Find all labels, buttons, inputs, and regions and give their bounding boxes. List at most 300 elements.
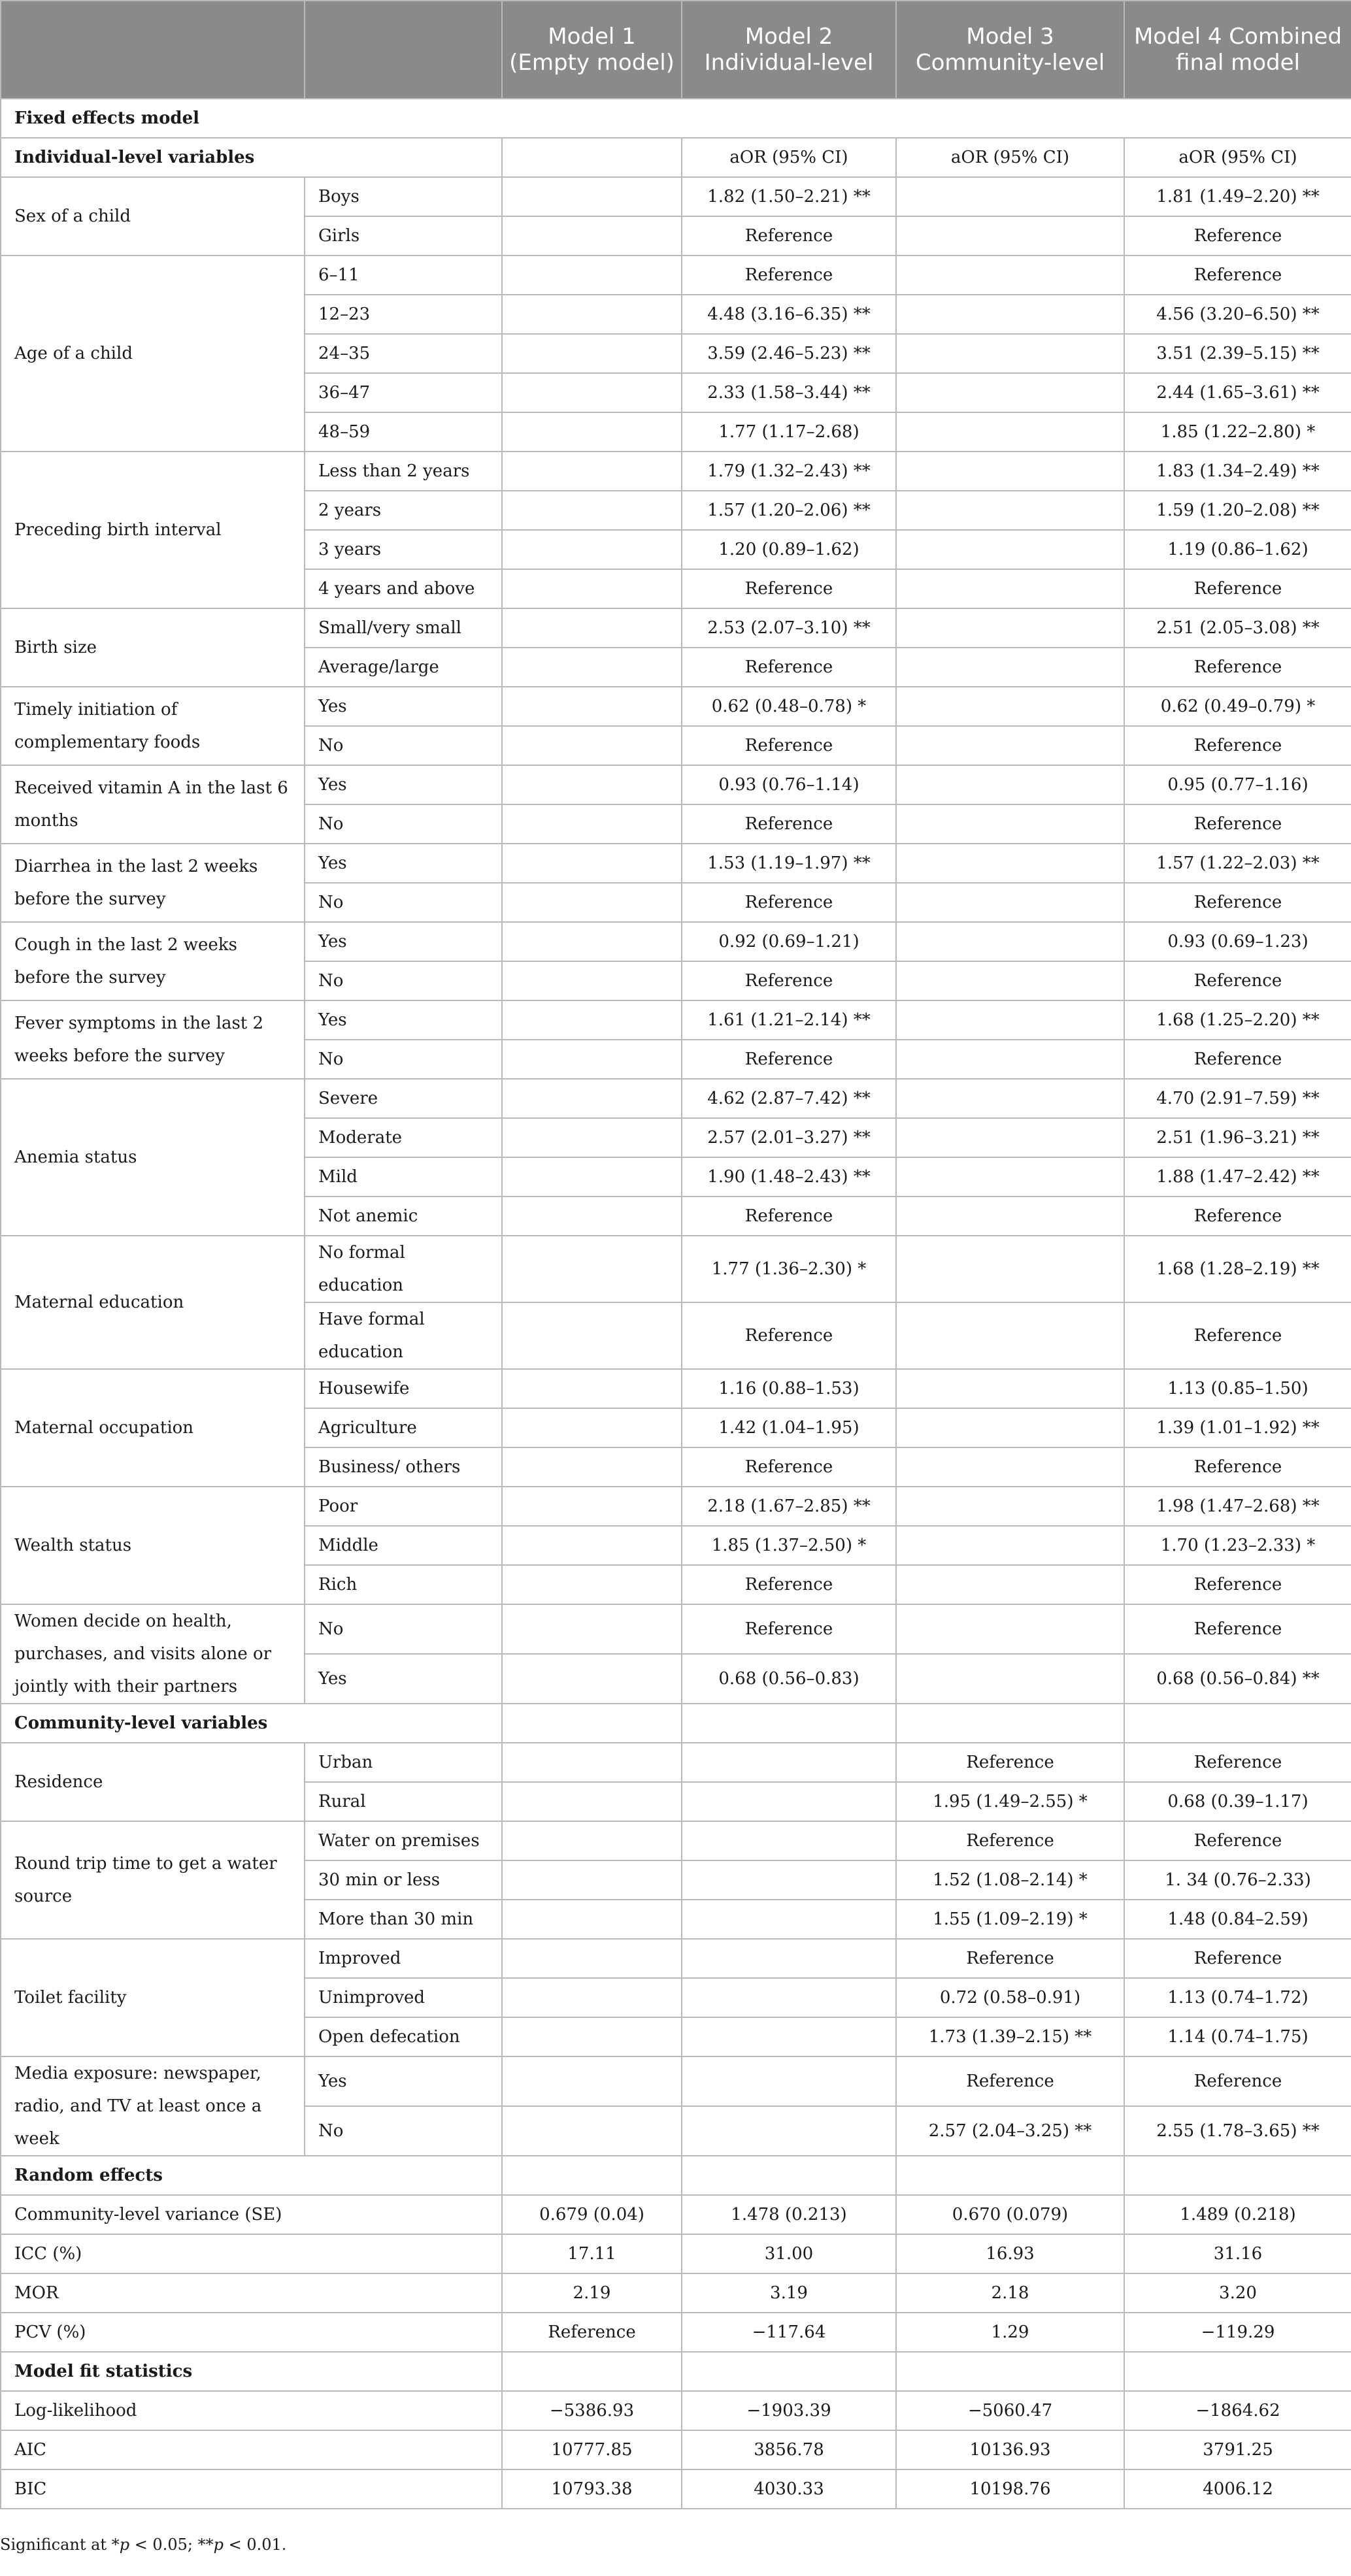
- model4-value: 1.13 (0.74–1.72): [1124, 1978, 1351, 2017]
- model4-value: Reference: [1124, 2056, 1351, 2106]
- model2-value: 1.85 (1.37–2.50) *: [682, 1526, 896, 1565]
- model1-value: [502, 1408, 682, 1447]
- variable-name: Maternal education: [1, 1236, 305, 1369]
- model3-value: [896, 687, 1124, 726]
- model2-value: 1.79 (1.32–2.43) **: [682, 452, 896, 491]
- category-level: 3 years: [305, 530, 502, 569]
- model4-value: 0.68 (0.39–1.17): [1124, 1782, 1351, 1821]
- model3-value: 1.52 (1.08–2.14) *: [896, 1860, 1124, 1900]
- model4-value: 0.68 (0.56–0.84) **: [1124, 1654, 1351, 1704]
- category-level: Rural: [305, 1782, 502, 1821]
- category-level: 30 min or less: [305, 1860, 502, 1900]
- model1-value: [502, 530, 682, 569]
- category-level: Improved: [305, 1939, 502, 1978]
- model1-value: [502, 1860, 682, 1900]
- header-row: [1, 1, 1351, 99]
- model2-value: Reference: [682, 1604, 896, 1654]
- section-row: [1, 99, 1351, 138]
- model3-value: 10136.93: [896, 2430, 1124, 2469]
- model4-value: 1.85 (1.22–2.80) *: [1124, 412, 1351, 452]
- variable-name: Sex of a child: [1, 177, 305, 256]
- model4-value: Reference: [1124, 804, 1351, 844]
- model3-value: [896, 256, 1124, 295]
- category-level: Urban: [305, 1743, 502, 1782]
- section-row: [1, 138, 1351, 177]
- section-empty-cell: [1124, 1704, 1351, 1743]
- model4-value: 1.489 (0.218): [1124, 2195, 1351, 2234]
- model3-value: [896, 452, 1124, 491]
- category-level: No: [305, 2106, 502, 2156]
- model2-value: 1.478 (0.213): [682, 2195, 896, 2234]
- model1-value: [502, 961, 682, 1000]
- category-level: 12–23: [305, 295, 502, 334]
- section-empty-cell: [1124, 2352, 1351, 2391]
- model1-value: [502, 726, 682, 765]
- section-title: Individual-level variables: [1, 138, 502, 177]
- model3-value: Reference: [896, 1743, 1124, 1782]
- model1-value: [502, 608, 682, 648]
- category-level: No: [305, 1040, 502, 1079]
- model3-value: 0.670 (0.079): [896, 2195, 1124, 2234]
- table-row: [1, 2056, 1351, 2106]
- category-level: Poor: [305, 1487, 502, 1526]
- model4-value: 1.88 (1.47–2.42) **: [1124, 1157, 1351, 1197]
- model2-value: [682, 1978, 896, 2017]
- model4-value: Reference: [1124, 1743, 1351, 1782]
- category-level: Boys: [305, 177, 502, 216]
- model3-value: [896, 530, 1124, 569]
- aor-column-label: [502, 138, 682, 177]
- model3-value: 1.95 (1.49–2.55) *: [896, 1782, 1124, 1821]
- stat-row: [1, 2430, 1351, 2469]
- category-level: Small/very small: [305, 608, 502, 648]
- model4-value: Reference: [1124, 1197, 1351, 1236]
- category-level: Severe: [305, 1079, 502, 1118]
- table-row: [1, 687, 1351, 726]
- model1-value: [502, 216, 682, 256]
- model2-value: [682, 1782, 896, 1821]
- model1-value: [502, 412, 682, 452]
- section-empty-cell: [502, 1704, 682, 1743]
- model2-value: Reference: [682, 256, 896, 295]
- category-level: Yes: [305, 687, 502, 726]
- table-row: [1, 844, 1351, 883]
- model1-value: [502, 687, 682, 726]
- model3-value: [896, 373, 1124, 412]
- model3-value: [896, 765, 1124, 804]
- section-title: Model fit statistics: [1, 2352, 502, 2391]
- category-level: 2 years: [305, 491, 502, 530]
- footnote: [0, 2535, 286, 2554]
- stat-row: [1, 2234, 1351, 2273]
- model2-value: 2.53 (2.07–3.10) **: [682, 608, 896, 648]
- section-empty-cell: [502, 2352, 682, 2391]
- model4-value: 1.19 (0.86–1.62): [1124, 530, 1351, 569]
- model4-value: 1.39 (1.01–1.92) **: [1124, 1408, 1351, 1447]
- model3-value: 1.29: [896, 2313, 1124, 2352]
- model1-value: 2.19: [502, 2273, 682, 2313]
- model4-value: Reference: [1124, 1604, 1351, 1654]
- category-level: Middle: [305, 1526, 502, 1565]
- model1-value: [502, 2017, 682, 2056]
- model4-value: 1.68 (1.25–2.20) **: [1124, 1000, 1351, 1040]
- model2-value: 2.18 (1.67–2.85) **: [682, 1487, 896, 1526]
- model1-value: −5386.93: [502, 2391, 682, 2430]
- stat-label: PCV (%): [1, 2313, 502, 2352]
- model3-value: [896, 1526, 1124, 1565]
- model4-value: Reference: [1124, 726, 1351, 765]
- section-row: [1, 2156, 1351, 2195]
- model4-value: 1.98 (1.47–2.68) **: [1124, 1487, 1351, 1526]
- model2-value: Reference: [682, 883, 896, 922]
- category-level: Yes: [305, 922, 502, 961]
- model4-value: 3791.25: [1124, 2430, 1351, 2469]
- model1-value: [502, 844, 682, 883]
- model2-value: 2.33 (1.58–3.44) **: [682, 373, 896, 412]
- model2-value: Reference: [682, 726, 896, 765]
- stat-label: Community-level variance (SE): [1, 2195, 502, 2234]
- model4-value: 2.55 (1.78–3.65) **: [1124, 2106, 1351, 2156]
- model3-value: [896, 295, 1124, 334]
- header-cell-model3: Model 3 Community-level: [896, 1, 1124, 99]
- stat-row: [1, 2273, 1351, 2313]
- model1-value: [502, 1743, 682, 1782]
- model2-value: 1.82 (1.50–2.21) **: [682, 177, 896, 216]
- model3-value: [896, 491, 1124, 530]
- section-empty-cell: [682, 1704, 896, 1743]
- model2-value: 1.20 (0.89–1.62): [682, 530, 896, 569]
- model4-value: 4.70 (2.91–7.59) **: [1124, 1079, 1351, 1118]
- model4-value: 1.81 (1.49–2.20) **: [1124, 177, 1351, 216]
- table-body: [1, 99, 1351, 2509]
- model1-value: Reference: [502, 2313, 682, 2352]
- model4-value: 3.20: [1124, 2273, 1351, 2313]
- model2-value: Reference: [682, 1040, 896, 1079]
- model2-value: [682, 2017, 896, 2056]
- section-title: Random effects: [1, 2156, 502, 2195]
- aor-column-label: aOR (95% CI): [682, 138, 896, 177]
- section-empty-cell: [682, 2156, 896, 2195]
- model2-value: 2.57 (2.01–3.27) **: [682, 1118, 896, 1157]
- category-level: Girls: [305, 216, 502, 256]
- model1-value: [502, 569, 682, 608]
- table-row: [1, 1079, 1351, 1118]
- model4-value: 1.68 (1.28–2.19) **: [1124, 1236, 1351, 1302]
- model2-value: 3.59 (2.46–5.23) **: [682, 334, 896, 373]
- model3-value: [896, 569, 1124, 608]
- category-level: No: [305, 726, 502, 765]
- table-row: [1, 765, 1351, 804]
- category-level: Business/ others: [305, 1447, 502, 1487]
- model1-value: [502, 1939, 682, 1978]
- model2-value: Reference: [682, 1447, 896, 1487]
- table-row: [1, 1369, 1351, 1408]
- model1-value: [502, 256, 682, 295]
- model3-value: 0.72 (0.58–0.91): [896, 1978, 1124, 2017]
- model3-value: [896, 608, 1124, 648]
- model4-value: Reference: [1124, 1565, 1351, 1604]
- model1-value: [502, 1157, 682, 1197]
- table-row: [1, 1939, 1351, 1978]
- model4-value: 0.95 (0.77–1.16): [1124, 765, 1351, 804]
- model3-value: [896, 216, 1124, 256]
- model3-value: Reference: [896, 1939, 1124, 1978]
- variable-name: Fever symptoms in the last 2 weeks before the survey: [1, 1000, 305, 1079]
- model1-value: 10793.38: [502, 2469, 682, 2509]
- variable-name: Timely initiation of complementary foods: [1, 687, 305, 765]
- table-row: [1, 1236, 1351, 1302]
- model2-value: 31.00: [682, 2234, 896, 2273]
- header-cell-model4: Model 4 Combined final model: [1124, 1, 1351, 99]
- model4-value: 3.51 (2.39–5.15) **: [1124, 334, 1351, 373]
- category-level: Moderate: [305, 1118, 502, 1157]
- model2-value: −117.64: [682, 2313, 896, 2352]
- model3-value: Reference: [896, 1821, 1124, 1860]
- model1-value: 10777.85: [502, 2430, 682, 2469]
- section-title: Fixed effects model: [1, 99, 1351, 138]
- model3-value: [896, 1236, 1124, 1302]
- stat-row: [1, 2391, 1351, 2430]
- model3-value: [896, 1408, 1124, 1447]
- model1-value: [502, 177, 682, 216]
- model3-value: [896, 412, 1124, 452]
- variable-name: Birth size: [1, 608, 305, 687]
- model3-value: −5060.47: [896, 2391, 1124, 2430]
- model3-value: [896, 726, 1124, 765]
- model1-value: [502, 922, 682, 961]
- model3-value: [896, 1654, 1124, 1704]
- section-row: [1, 2352, 1351, 2391]
- table-row: [1, 256, 1351, 295]
- category-level: 24–35: [305, 334, 502, 373]
- model4-value: 1. 34 (0.76–2.33): [1124, 1860, 1351, 1900]
- model2-value: [682, 2056, 896, 2106]
- table-row: [1, 1000, 1351, 1040]
- model2-value: 1.77 (1.17–2.68): [682, 412, 896, 452]
- model2-value: 0.92 (0.69–1.21): [682, 922, 896, 961]
- model1-value: [502, 491, 682, 530]
- model1-value: [502, 1118, 682, 1157]
- model3-value: [896, 1040, 1124, 1079]
- footnote-p1: p: [119, 2535, 130, 2554]
- category-level: No: [305, 961, 502, 1000]
- variable-name: Age of a child: [1, 256, 305, 452]
- footnote-suffix: < 0.01.: [223, 2535, 287, 2554]
- model3-value: [896, 1565, 1124, 1604]
- section-row: [1, 1704, 1351, 1743]
- model2-value: 1.90 (1.48–2.43) **: [682, 1157, 896, 1197]
- variable-name: Received vitamin A in the last 6 months: [1, 765, 305, 844]
- model4-value: 1.83 (1.34–2.49) **: [1124, 452, 1351, 491]
- stat-row: [1, 2195, 1351, 2234]
- model2-value: [682, 1821, 896, 1860]
- model3-value: [896, 883, 1124, 922]
- category-level: No: [305, 883, 502, 922]
- stat-label: AIC: [1, 2430, 502, 2469]
- model4-value: 2.44 (1.65–3.61) **: [1124, 373, 1351, 412]
- model2-value: Reference: [682, 804, 896, 844]
- model3-value: [896, 177, 1124, 216]
- model3-value: [896, 1447, 1124, 1487]
- model3-value: Reference: [896, 2056, 1124, 2106]
- model2-value: Reference: [682, 1565, 896, 1604]
- stat-row: [1, 2313, 1351, 2352]
- model1-value: [502, 1978, 682, 2017]
- section-title: Community-level variables: [1, 1704, 502, 1743]
- model4-value: Reference: [1124, 256, 1351, 295]
- section-empty-cell: [896, 2352, 1124, 2391]
- model4-value: 2.51 (1.96–3.21) **: [1124, 1118, 1351, 1157]
- category-level: Yes: [305, 2056, 502, 2106]
- model3-value: 1.73 (1.39–2.15) **: [896, 2017, 1124, 2056]
- header-cell-model1: Model 1 (Empty model): [502, 1, 682, 99]
- table-row: [1, 1821, 1351, 1860]
- model1-value: [502, 1040, 682, 1079]
- category-level: No formal education: [305, 1236, 502, 1302]
- category-level: Mild: [305, 1157, 502, 1197]
- model2-value: 4.48 (3.16–6.35) **: [682, 295, 896, 334]
- category-level: Yes: [305, 1000, 502, 1040]
- model3-value: [896, 1079, 1124, 1118]
- variable-name: Media exposure: newspaper, radio, and TV at least once a week: [1, 2056, 305, 2156]
- model2-value: 1.53 (1.19–1.97) **: [682, 844, 896, 883]
- category-level: Unimproved: [305, 1978, 502, 2017]
- section-empty-cell: [1124, 2156, 1351, 2195]
- model3-value: 2.57 (2.04–3.25) **: [896, 2106, 1124, 2156]
- model1-value: [502, 2106, 682, 2156]
- model2-value: 1.57 (1.20–2.06) **: [682, 491, 896, 530]
- model4-value: Reference: [1124, 216, 1351, 256]
- model1-value: [502, 883, 682, 922]
- section-empty-cell: [682, 2352, 896, 2391]
- model1-value: [502, 373, 682, 412]
- model3-value: [896, 844, 1124, 883]
- model2-value: 1.42 (1.04–1.95): [682, 1408, 896, 1447]
- variable-name: Cough in the last 2 weeks before the survey: [1, 922, 305, 1000]
- category-level: Rich: [305, 1565, 502, 1604]
- model2-value: 3856.78: [682, 2430, 896, 2469]
- model4-value: −119.29: [1124, 2313, 1351, 2352]
- model3-value: [896, 1604, 1124, 1654]
- model1-value: [502, 1079, 682, 1118]
- model1-value: [502, 1487, 682, 1526]
- model4-value: 1.57 (1.22–2.03) **: [1124, 844, 1351, 883]
- variable-name: Diarrhea in the last 2 weeks before the survey: [1, 844, 305, 922]
- model2-value: Reference: [682, 216, 896, 256]
- model3-value: [896, 1369, 1124, 1408]
- model4-value: 1.13 (0.85–1.50): [1124, 1369, 1351, 1408]
- footnote-p2: p: [213, 2535, 224, 2554]
- model1-value: [502, 1526, 682, 1565]
- model4-value: 31.16: [1124, 2234, 1351, 2273]
- model4-value: Reference: [1124, 648, 1351, 687]
- model4-value: Reference: [1124, 1821, 1351, 1860]
- category-level: No: [305, 1604, 502, 1654]
- model4-value: 2.51 (2.05–3.08) **: [1124, 608, 1351, 648]
- stat-row: [1, 2469, 1351, 2509]
- model2-value: 0.68 (0.56–0.83): [682, 1654, 896, 1704]
- model1-value: 17.11: [502, 2234, 682, 2273]
- model1-value: [502, 1302, 682, 1369]
- footnote-mid: < 0.05; **: [129, 2535, 214, 2554]
- model1-value: [502, 804, 682, 844]
- model3-value: [896, 961, 1124, 1000]
- model4-value: Reference: [1124, 1447, 1351, 1487]
- table-row: [1, 922, 1351, 961]
- model1-value: 0.679 (0.04): [502, 2195, 682, 2234]
- model1-value: [502, 1900, 682, 1939]
- model3-value: 2.18: [896, 2273, 1124, 2313]
- header-cell-level: [305, 1, 502, 99]
- table-row: [1, 177, 1351, 216]
- model4-value: Reference: [1124, 1040, 1351, 1079]
- category-level: 4 years and above: [305, 569, 502, 608]
- section-empty-cell: [502, 2156, 682, 2195]
- variable-name: Toilet facility: [1, 1939, 305, 2056]
- table-row: [1, 608, 1351, 648]
- category-level: Housewife: [305, 1369, 502, 1408]
- category-level: Yes: [305, 765, 502, 804]
- model3-value: 16.93: [896, 2234, 1124, 2273]
- model1-value: [502, 1000, 682, 1040]
- stat-label: ICC (%): [1, 2234, 502, 2273]
- model1-value: [502, 1604, 682, 1654]
- model2-value: 3.19: [682, 2273, 896, 2313]
- section-empty-cell: [896, 2156, 1124, 2195]
- model3-value: [896, 922, 1124, 961]
- model3-value: [896, 1487, 1124, 1526]
- model2-value: 0.93 (0.76–1.14): [682, 765, 896, 804]
- variable-name: Women decide on health, purchases, and visits alone or jointly with their partners: [1, 1604, 305, 1704]
- model4-value: 1.14 (0.74–1.75): [1124, 2017, 1351, 2056]
- model2-value: [682, 1900, 896, 1939]
- model2-value: 1.16 (0.88–1.53): [682, 1369, 896, 1408]
- variable-name: Maternal occupation: [1, 1369, 305, 1487]
- stat-label: Log-likelihood: [1, 2391, 502, 2430]
- model3-value: 1.55 (1.09–2.19) *: [896, 1900, 1124, 1939]
- model3-value: [896, 1197, 1124, 1236]
- category-level: Water on premises: [305, 1821, 502, 1860]
- category-level: Open defecation: [305, 2017, 502, 2056]
- model4-value: Reference: [1124, 1939, 1351, 1978]
- aor-column-label: aOR (95% CI): [896, 138, 1124, 177]
- model1-value: [502, 1197, 682, 1236]
- category-level: 6–11: [305, 256, 502, 295]
- model1-value: [502, 1565, 682, 1604]
- model2-value: 1.77 (1.36–2.30) *: [682, 1236, 896, 1302]
- model4-value: 1.59 (1.20–2.08) **: [1124, 491, 1351, 530]
- model4-value: Reference: [1124, 883, 1351, 922]
- stat-label: BIC: [1, 2469, 502, 2509]
- model3-value: [896, 1302, 1124, 1369]
- category-level: 48–59: [305, 412, 502, 452]
- model2-value: [682, 1939, 896, 1978]
- model2-value: [682, 2106, 896, 2156]
- model2-value: 4.62 (2.87–7.42) **: [682, 1079, 896, 1118]
- table-row: [1, 1487, 1351, 1526]
- variable-name: Anemia status: [1, 1079, 305, 1236]
- category-level: Have formal education: [305, 1302, 502, 1369]
- category-level: 36–47: [305, 373, 502, 412]
- model2-value: Reference: [682, 961, 896, 1000]
- model2-value: Reference: [682, 569, 896, 608]
- model4-value: Reference: [1124, 1302, 1351, 1369]
- model2-value: 4030.33: [682, 2469, 896, 2509]
- model3-value: [896, 1118, 1124, 1157]
- category-level: Not anemic: [305, 1197, 502, 1236]
- model4-value: Reference: [1124, 961, 1351, 1000]
- variable-name: Round trip time to get a water source: [1, 1821, 305, 1939]
